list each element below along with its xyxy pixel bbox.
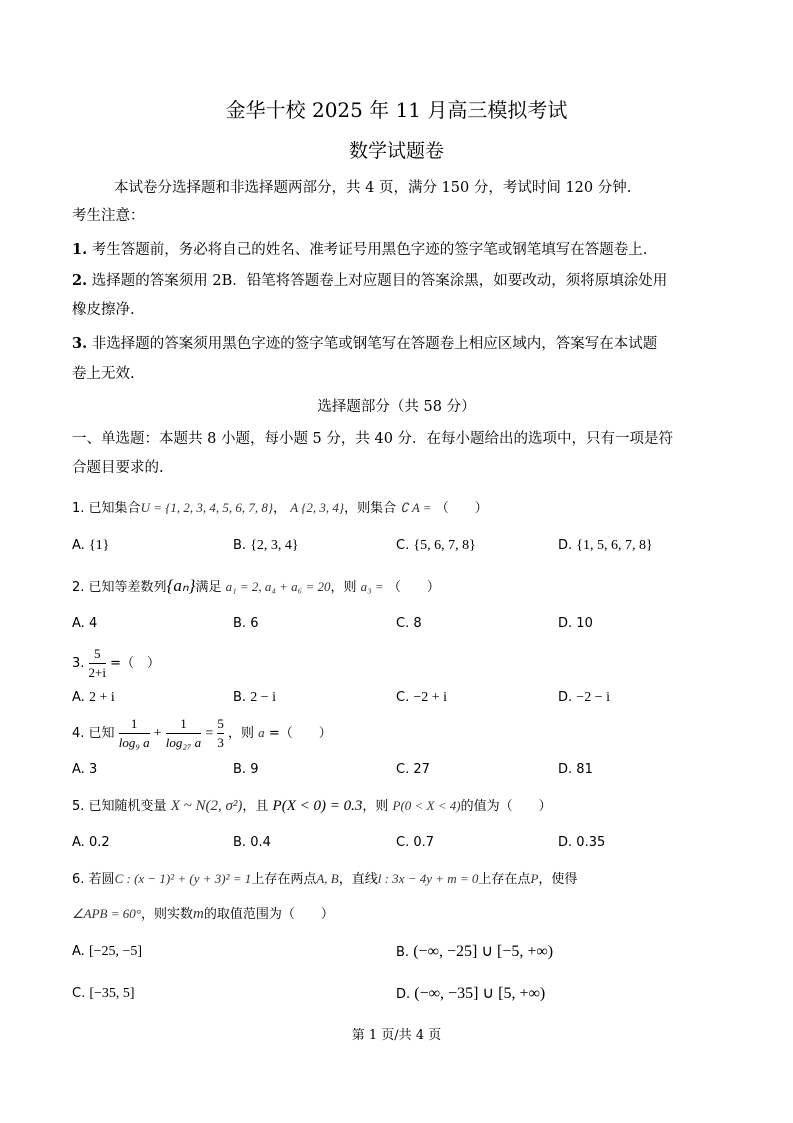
math-expr: P(0 < X < 4) bbox=[392, 798, 461, 813]
question-text: ，则实数 bbox=[140, 907, 193, 922]
question-5 bbox=[72, 796, 552, 817]
fraction: $\frac{5}{3}$ bbox=[217, 716, 224, 750]
question-3 bbox=[72, 645, 160, 682]
question-number: 2. bbox=[72, 580, 85, 595]
notice-item-number: 1. bbox=[72, 241, 88, 258]
question-number: 1. bbox=[72, 501, 85, 516]
notice-item-3-cont: 卷上无效. bbox=[72, 366, 135, 382]
math-expr: {aₙ} bbox=[166, 576, 196, 595]
answer-blank: =（ ） bbox=[110, 656, 161, 671]
question-text: 若圆 bbox=[88, 872, 115, 887]
math-expr: a₁ = 2, a₄ + a₆ = 20 bbox=[225, 579, 331, 594]
math-expr: ∁ A = bbox=[400, 500, 432, 515]
option-b[interactable]: B. 2 − i bbox=[233, 690, 276, 705]
fraction: $\frac{5}{2+i}$ bbox=[88, 646, 106, 680]
question-text: ，且 bbox=[242, 799, 269, 814]
notice-item-number: 3. bbox=[72, 335, 88, 352]
notice-item-1 bbox=[72, 240, 647, 260]
option-c[interactable]: C. [−35, 5] bbox=[72, 986, 135, 1001]
option-a[interactable]: A. 2 + i bbox=[72, 690, 115, 705]
option-a[interactable]: A. [−25, −5] bbox=[72, 944, 143, 959]
math-expr: X ~ N(2, σ²) bbox=[170, 798, 243, 814]
option-a[interactable]: A. {1} bbox=[72, 538, 110, 553]
question-text: ，则 bbox=[228, 726, 255, 741]
fraction: $\frac{1}{\text{log₂₇ a}}$ bbox=[165, 716, 202, 750]
math-expr: U = {1, 2, 3, 4, 5, 6, 7, 8} bbox=[140, 500, 274, 515]
question-text: 满足 bbox=[195, 580, 222, 595]
math-expr: A {2, 3, 4} bbox=[290, 500, 345, 515]
question-text: ，使得 bbox=[538, 872, 578, 887]
option-d[interactable]: D. (−∞, −35] ∪ [5, +∞) bbox=[396, 985, 546, 1002]
question-text: 的取值范围为（ ） bbox=[203, 907, 334, 922]
question-1 bbox=[72, 498, 488, 519]
option-c[interactable]: C. −2 + i bbox=[396, 690, 448, 705]
exam-subtitle: 数学试题卷 bbox=[348, 140, 444, 162]
question-text: 已知 bbox=[88, 726, 115, 741]
math-expr: P(X < 0) = 0.3 bbox=[272, 798, 363, 814]
math-expr: P bbox=[530, 871, 539, 886]
question-number: 4. bbox=[72, 726, 85, 741]
option-d[interactable]: D. 10 bbox=[558, 616, 593, 631]
notice-item-text: 选择题的答案须用 2B．铅笔将答题卷上对应题目的答案涂黑，如要改动，须将原填涂处用 bbox=[91, 273, 668, 289]
question-text: 上存在两点 bbox=[251, 872, 317, 887]
option-d[interactable]: D. 0.35 bbox=[558, 835, 606, 850]
section-title: 选择题部分（共 58 分） bbox=[317, 399, 476, 415]
option-b[interactable]: B. (−∞, −25] ∪ [−5, +∞) bbox=[396, 943, 554, 960]
question-2 bbox=[72, 576, 440, 598]
option-d[interactable]: D. 81 bbox=[558, 762, 593, 777]
question-number: 5. bbox=[72, 799, 85, 814]
notice-item-text: 考生答题前，务必将自己的姓名、准考证号用黑色字迹的签字笔或钢笔填写在答题卷上. bbox=[91, 242, 648, 258]
question-number: 3. bbox=[72, 656, 85, 671]
notice-heading: 考生注意： bbox=[72, 208, 145, 224]
notice-item-number: 2. bbox=[72, 272, 88, 289]
question-text: ，直线 bbox=[338, 872, 378, 887]
option-d[interactable]: D. {1, 5, 6, 7, 8} bbox=[558, 538, 653, 553]
option-c[interactable]: C. {5, 6, 7, 8} bbox=[396, 538, 476, 553]
section-instruction: 一、单选题：本题共 8 小题，每小题 5 分，共 40 分．在每小题给出的选项中，只有一项是符 bbox=[72, 431, 674, 447]
answer-blank: =（ ） bbox=[268, 726, 332, 741]
option-b[interactable]: B. 9 bbox=[233, 762, 259, 777]
notice-item-text: 非选择题的答案须用黑色字迹的签字笔或钢笔写在答题卷上相应区域内，答案写在本试题 bbox=[91, 336, 658, 352]
section-instruction-cont: 合题目要求的. bbox=[72, 460, 164, 476]
question-text: 已知集合 bbox=[88, 501, 141, 516]
answer-blank: （ ） bbox=[435, 501, 488, 516]
math-expr: A, B bbox=[316, 871, 339, 886]
question-text: 上存在点 bbox=[478, 872, 531, 887]
math-expr: a₃ = bbox=[360, 579, 384, 594]
option-c[interactable]: C. 0.7 bbox=[396, 835, 435, 850]
exam-title: 金华十校 2025 年 11 月高三模拟考试 bbox=[225, 98, 568, 122]
question-text: 已知随机变量 bbox=[88, 799, 167, 814]
notice-item-2-cont: 橡皮擦净. bbox=[72, 302, 135, 318]
page-footer: 第 1 页/共 4 页 bbox=[351, 1028, 442, 1043]
option-d[interactable]: D. −2 − i bbox=[558, 690, 610, 705]
question-4: 4. 已知 $\frac{1}{\text{log₉ a}}$ + $\frac{1}{\text{log₂₇ a}}$ = $\frac{5}{3}$ ，则 a =（ ） bbox=[72, 716, 332, 750]
option-a[interactable]: A. 4 bbox=[72, 616, 98, 631]
question-text: 的值为（ ） bbox=[460, 799, 552, 814]
option-b[interactable]: B. {2, 3, 4} bbox=[233, 538, 299, 553]
option-c[interactable]: C. 8 bbox=[396, 616, 422, 631]
question-text: ，则 bbox=[362, 799, 389, 814]
notice-item-3 bbox=[72, 334, 657, 354]
math-expr: ∠APB = 60° bbox=[72, 906, 141, 921]
option-b[interactable]: B. 0.4 bbox=[233, 835, 271, 850]
question-number: 6. bbox=[72, 872, 85, 887]
question-text: ，则集合 bbox=[344, 501, 397, 516]
option-a[interactable]: A. 3 bbox=[72, 762, 98, 777]
math-expr: m bbox=[192, 906, 204, 922]
question-text: ，则 bbox=[330, 580, 357, 595]
intro-text: 本试卷分选择题和非选择题两部分，共 4 页，满分 150 分，考试时间 120 分钟. bbox=[114, 180, 632, 196]
notice-item-2 bbox=[72, 271, 667, 291]
math-expr: l : 3x − 4y + m = 0 bbox=[377, 871, 479, 886]
option-b[interactable]: B. 6 bbox=[233, 616, 259, 631]
question-text: ， bbox=[273, 501, 287, 516]
question-6-cont bbox=[72, 904, 334, 925]
option-a[interactable]: A. 0.2 bbox=[72, 835, 110, 850]
math-expr: a bbox=[258, 725, 265, 740]
answer-blank: （ ） bbox=[387, 580, 440, 595]
math-expr: C : (x − 1)² + (y + 3)² = 1 bbox=[114, 871, 252, 886]
question-text: 已知等差数列 bbox=[88, 580, 167, 595]
question-6 bbox=[72, 869, 577, 890]
option-c[interactable]: C. 27 bbox=[396, 762, 430, 777]
fraction: $\frac{1}{\text{log₉ a}}$ bbox=[118, 716, 150, 750]
